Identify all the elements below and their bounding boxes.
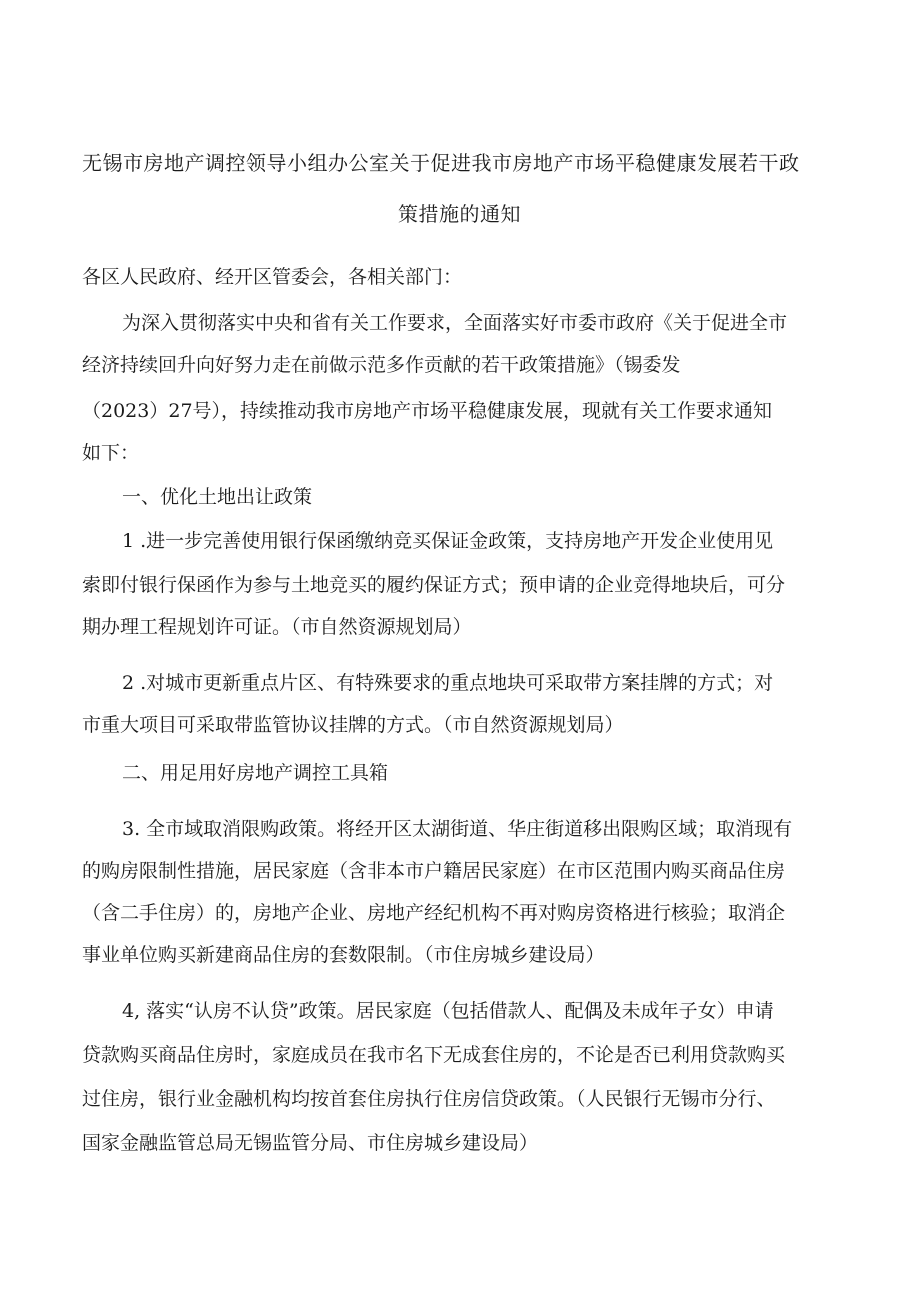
item-3-line: 事业单位购买新建商品住房的套数限制。（市住房城乡建设局） [82, 944, 605, 966]
intro-line: 为深入贯彻落实中央和省有关工作要求，全面落实好市委市政府《关于促进全市 [122, 312, 788, 334]
item-3-line: 3. 全市域取消限购政策。将经开区太湖街道、华庄街道移出限购区域；取消现有 [122, 818, 793, 840]
item-2-line: 2 .对城市更新重点片区、有特殊要求的重点地块可采取带方案挂牌的方式；对 [122, 672, 774, 694]
intro-line: 经济持续回升向好努力走在前做示范多作贡献的若干政策措施》（锡委发 [82, 354, 681, 376]
section-heading-2: 二、用足用好房地产调控工具箱 [122, 762, 389, 784]
item-4-line: 过住房，银行业金融机构均按首套住房执行住房信贷政策。（人民银行无锡市分行、 [82, 1088, 776, 1110]
item-4-line: 贷款购买商品住房时，家庭成员在我市名下无成套住房的，不论是否已利用贷款购买 [82, 1044, 786, 1066]
item-2-line: 市重大项目可采取带监管协议挂牌的方式。（市自然资源规划局） [82, 714, 624, 736]
intro-line: 如下： [82, 442, 140, 464]
item-1-line: 1 .进一步完善使用银行保函缴纳竞买保证金政策，支持房地产开发企业使用见 [122, 530, 774, 552]
item-3-line: （含二手住房）的，房地产企业、房地产经纪机构不再对购房资格进行核验；取消企 [82, 902, 786, 924]
item-3-line: 的购房限制性措施，居民家庭（含非本市户籍居民家庭）在市区范围内购买商品住房 [82, 860, 786, 882]
intro-line: （2023）27号），持续推动我市房地产市场平稳健康发展，现就有关工作要求通知 [82, 400, 773, 422]
item-1-line: 索即付银行保函作为参与土地竞买的履约保证方式；预申请的企业竞得地块后，可分 [82, 574, 786, 596]
document-title-line-2: 策措施的通知 [398, 202, 521, 226]
item-1-line: 期办理工程规划许可证。（市自然资源规划局） [82, 616, 472, 638]
document-title-line-1: 无锡市房地产调控领导小组办公室关于促进我市房地产市场平稳健康发展若干政 [82, 151, 800, 175]
salutation: 各区人民政府、经开区管委会，各相关部门： [82, 266, 463, 288]
section-heading-1: 一、优化土地出让政策 [122, 486, 313, 508]
item-4-line: 4, 落实“认房不认贷”政策。居民家庭（包括借款人、配偶及未成年子女）申请 [122, 1000, 774, 1022]
item-4-line: 国家金融监管总局无锡监管分局、市住房城乡建设局） [82, 1132, 539, 1154]
